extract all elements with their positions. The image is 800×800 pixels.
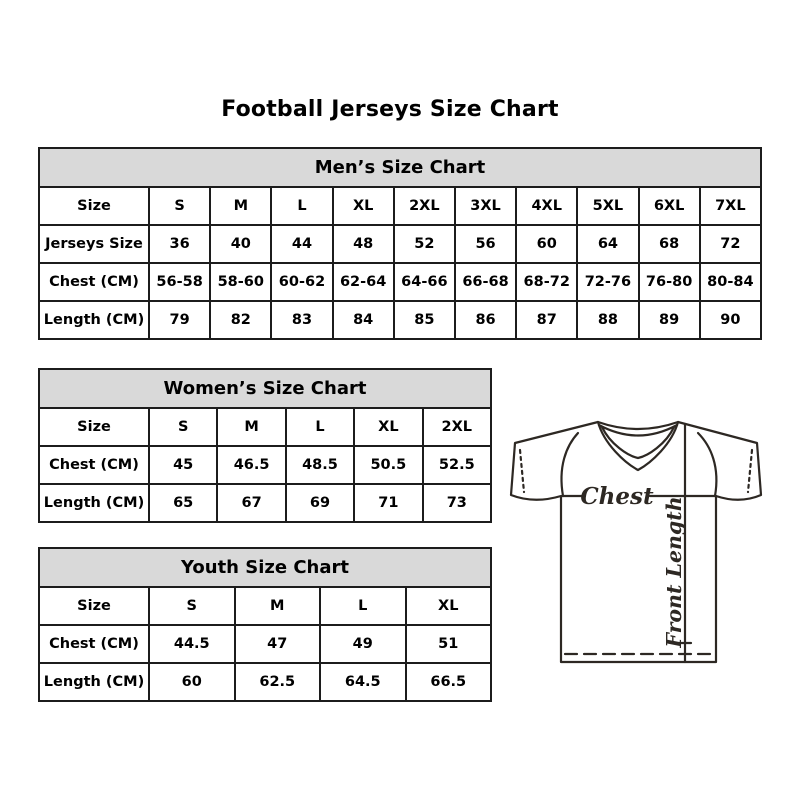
value-cell: 85 xyxy=(394,301,455,339)
value-cell: 84 xyxy=(333,301,394,339)
value-cell: 60 xyxy=(149,663,235,701)
header-cell: Size xyxy=(39,408,149,446)
value-cell: 58-60 xyxy=(210,263,271,301)
chest-label: Chest xyxy=(580,483,654,510)
header-cell: M xyxy=(217,408,285,446)
value-cell: 80-84 xyxy=(700,263,761,301)
value-cell: 76-80 xyxy=(639,263,700,301)
header-cell: Length (CM) xyxy=(39,484,149,522)
value-cell: 79 xyxy=(149,301,210,339)
header-cell: Chest (CM) xyxy=(39,263,149,301)
value-cell: 47 xyxy=(235,625,321,663)
youth-size-chart-table xyxy=(38,547,492,702)
header-cell: 2XL xyxy=(394,187,455,225)
value-cell: 51 xyxy=(406,625,492,663)
page-title: Football Jerseys Size Chart xyxy=(221,97,559,122)
value-cell: 64.5 xyxy=(320,663,406,701)
value-cell: 49 xyxy=(320,625,406,663)
value-cell: 52.5 xyxy=(423,446,491,484)
value-cell: 46.5 xyxy=(217,446,285,484)
header-cell: S xyxy=(149,187,210,225)
header-cell: Size xyxy=(39,187,149,225)
value-cell: 64-66 xyxy=(394,263,455,301)
value-cell: 72 xyxy=(700,225,761,263)
value-cell: 50.5 xyxy=(354,446,422,484)
value-cell: 56 xyxy=(455,225,516,263)
value-cell: 36 xyxy=(149,225,210,263)
header-cell: S xyxy=(149,587,235,625)
value-cell: 67 xyxy=(217,484,285,522)
header-cell: L xyxy=(320,587,406,625)
value-cell: 69 xyxy=(286,484,354,522)
value-cell: 64 xyxy=(577,225,638,263)
header-cell: 2XL xyxy=(423,408,491,446)
header-cell: 5XL xyxy=(577,187,638,225)
value-cell: 52 xyxy=(394,225,455,263)
youth-row-2 xyxy=(39,663,491,701)
jersey-measurement-diagram xyxy=(498,412,770,674)
youth-table-title: Youth Size Chart xyxy=(39,548,491,587)
mens-size-chart-table xyxy=(38,147,762,340)
value-cell: 62.5 xyxy=(235,663,321,701)
value-cell: 65 xyxy=(149,484,217,522)
mens-table-title: Men’s Size Chart xyxy=(39,148,761,187)
header-cell: XL xyxy=(406,587,492,625)
womens-row-1 xyxy=(39,446,491,484)
header-cell: L xyxy=(271,187,332,225)
value-cell: 73 xyxy=(423,484,491,522)
value-cell: 83 xyxy=(271,301,332,339)
header-cell: XL xyxy=(354,408,422,446)
value-cell: 45 xyxy=(149,446,217,484)
value-cell: 88 xyxy=(577,301,638,339)
header-cell: Jerseys Size xyxy=(39,225,149,263)
mens-row-2 xyxy=(39,263,761,301)
header-cell: Chest (CM) xyxy=(39,446,149,484)
mens-row-0 xyxy=(39,187,761,225)
value-cell: 56-58 xyxy=(149,263,210,301)
value-cell: 44.5 xyxy=(149,625,235,663)
value-cell: 60-62 xyxy=(271,263,332,301)
womens-row-2 xyxy=(39,484,491,522)
mens-row-3 xyxy=(39,301,761,339)
header-cell: 3XL xyxy=(455,187,516,225)
womens-table-title: Women’s Size Chart xyxy=(39,369,491,408)
youth-row-0 xyxy=(39,587,491,625)
collar-arc-outer xyxy=(598,422,678,429)
womens-size-chart-table xyxy=(38,368,492,523)
front-length-label: Front Length xyxy=(662,496,686,648)
header-cell: S xyxy=(149,408,217,446)
youth-row-1 xyxy=(39,625,491,663)
value-cell: 71 xyxy=(354,484,422,522)
header-cell: Size xyxy=(39,587,149,625)
header-cell: 4XL xyxy=(516,187,577,225)
value-cell: 87 xyxy=(516,301,577,339)
value-cell: 40 xyxy=(210,225,271,263)
mens-table-header-row xyxy=(39,148,761,187)
value-cell: 68 xyxy=(639,225,700,263)
value-cell: 66.5 xyxy=(406,663,492,701)
value-cell: 86 xyxy=(455,301,516,339)
womens-row-0 xyxy=(39,408,491,446)
header-cell: XL xyxy=(333,187,394,225)
header-cell: Length (CM) xyxy=(39,301,149,339)
mens-row-1 xyxy=(39,225,761,263)
value-cell: 62-64 xyxy=(333,263,394,301)
header-cell: Length (CM) xyxy=(39,663,149,701)
header-cell: M xyxy=(235,587,321,625)
value-cell: 60 xyxy=(516,225,577,263)
value-cell: 82 xyxy=(210,301,271,339)
header-cell: L xyxy=(286,408,354,446)
value-cell: 66-68 xyxy=(455,263,516,301)
value-cell: 48 xyxy=(333,225,394,263)
youth-table-header-row xyxy=(39,548,491,587)
value-cell: 44 xyxy=(271,225,332,263)
value-cell: 89 xyxy=(639,301,700,339)
header-cell: Chest (CM) xyxy=(39,625,149,663)
value-cell: 68-72 xyxy=(516,263,577,301)
header-cell: 6XL xyxy=(639,187,700,225)
header-cell: 7XL xyxy=(700,187,761,225)
value-cell: 48.5 xyxy=(286,446,354,484)
value-cell: 72-76 xyxy=(577,263,638,301)
header-cell: M xyxy=(210,187,271,225)
value-cell: 90 xyxy=(700,301,761,339)
womens-table-header-row xyxy=(39,369,491,408)
